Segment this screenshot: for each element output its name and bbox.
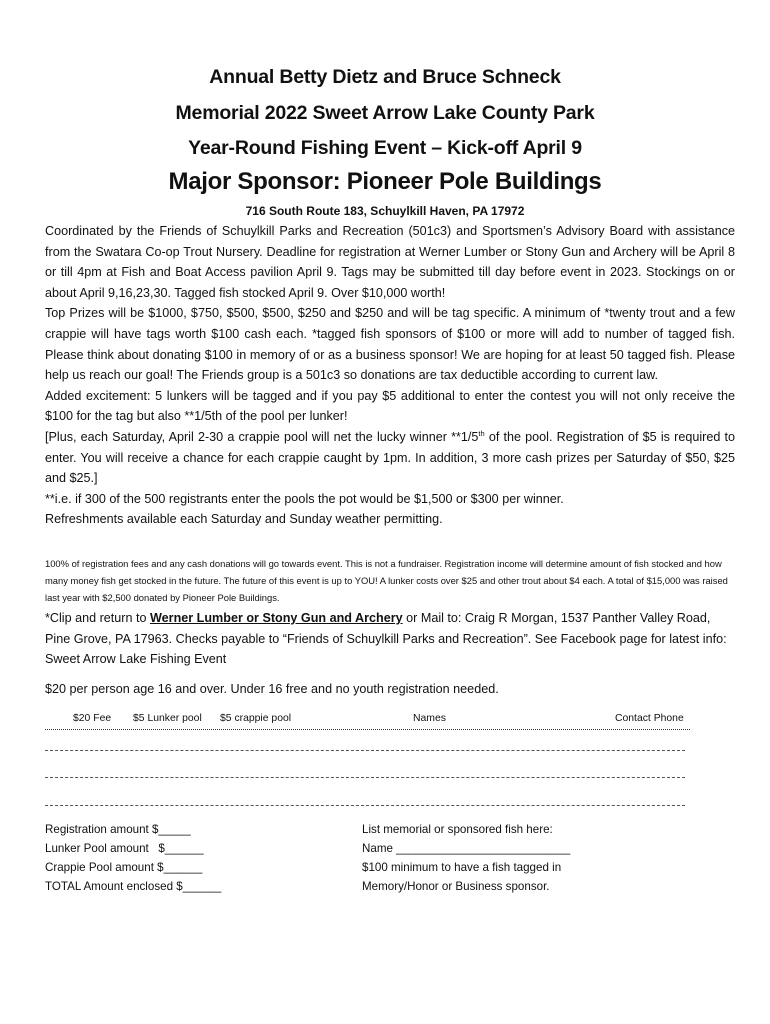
sponsor-address: 716 South Route 183, Schuylkill Haven, PA 17972 (245, 204, 525, 218)
memorial-section (362, 820, 570, 896)
crappie-paragraph (45, 427, 735, 489)
pricing-note: $20 per person age 16 and over. Under 16 free and no youth registration needed. (45, 682, 499, 696)
memorial-name-field[interactable]: Name ___________________________ (362, 842, 571, 855)
lunker-column-header: $5 Lunker pool (133, 713, 202, 724)
total-amount-enclosed[interactable]: TOTAL Amount enclosed $______ (45, 880, 222, 893)
crappie-column-header: $5 crappie pool (220, 713, 292, 724)
contact-column-header: Contact Phone (615, 713, 684, 724)
registration-entry-line-1[interactable] (45, 750, 685, 751)
memorial-minimum-note: $100 minimum to have a fish tagged in (362, 861, 562, 874)
title-line-1: Annual Betty Dietz and Bruce Schneck (209, 66, 561, 88)
names-column-header: Names (413, 713, 446, 724)
title-line-3: Year-Round Fishing Event – Kick-off April 9 (188, 137, 582, 159)
crappie-text-start: [Plus, each Saturday, April 2-30 a crappie pool will net the lucky winner **1/5 (45, 429, 479, 444)
refreshments-note: Refreshments available each Saturday and Sunday weather permitting. (45, 512, 443, 527)
event-description (45, 221, 735, 530)
registration-header-row (45, 713, 690, 730)
major-sponsor-heading: Major Sponsor: Pioneer Pole Buildings (168, 168, 602, 195)
crappie-text-end: of the pool. Registration of $5 is required to enter. You will receive a chance for each crappie caught by 1pm. In addition, 3 more cash prizes per Saturday of $50, $25 and $25.] (45, 429, 735, 486)
prizes-paragraph: Top Prizes will be $1000, $750, $500, $500, $250 and $250 and will be tag specific. A minimum of *twenty trout and a few crappie will have tags worth $100 cash each. *tagged fish sponsors of $100 or more will add to number of tagged fish. Please think about donating $100 in memory of or as a business sponsor! We are hoping for at least 50 tagged fish. Please help us reach our goal! The Friends group is a 501c3 so donations are tax deductible according to current law. (45, 306, 735, 383)
registration-entry-line-3[interactable] (45, 805, 685, 806)
registration-amount[interactable]: Registration amount $_____ (45, 823, 191, 836)
amount-summary (45, 820, 221, 896)
clip-text-end: or Mail to: Craig R Morgan, 1537 Panther Valley Road, Pine Grove, PA 17963. Checks payable to “Friends of Schuylkill Parks and Recreation”. See Facebook page for latest info: Sweet Arrow Lake Fishing Event (45, 611, 727, 667)
registration-entry-line-2[interactable] (45, 777, 685, 778)
fee-column-header: $20 Fee (73, 713, 112, 724)
store-names: Werner Lumber or Stony Gun and Archery (150, 611, 403, 625)
intro-paragraph: Coordinated by the Friends of Schuylkill Parks and Recreation (501c3) and Sportsmen’s Advisory Board with assistance from the Swatara Co-op Trout Nursery. Deadline for registration at Werner Lumber or Stony Gun and Archery will be April 8 or till 4pm at Fish and Boat Access pavilion April 9. Tags may be submitted till day before event in 2023. Stockings on or about April 9,16,23,30. Tagged fish stocked April 9. Over $10,000 worth! (45, 224, 735, 300)
clip-text-start: *Clip and return to (45, 611, 151, 625)
lunker-paragraph: Added excitement: 5 lunkers will be tagged and if you pay $5 additional to enter the contest you will not only receive the $100 for the tag but also **1/5th of the pool per lunker! (45, 388, 735, 424)
clip-and-return (45, 608, 735, 670)
memorial-heading: List memorial or sponsored fish here: (362, 823, 553, 836)
crappie-superscript: th (478, 428, 485, 438)
memorial-type-note: Memory/Honor or Business sponsor. (362, 880, 550, 893)
lunker-pool-amount[interactable]: Lunker Pool amount $______ (45, 842, 204, 855)
pool-example: **i.e. if 300 of the 500 registrants enter the pools the pot would be $1,500 or $300 per winner. (45, 491, 564, 506)
title-line-2: Memorial 2022 Sweet Arrow Lake County Park (175, 102, 595, 124)
crappie-pool-amount[interactable]: Crappie Pool amount $______ (45, 861, 203, 874)
fine-print: 100% of registration fees and any cash donations will go towards event. This is not a fundraiser. Registration income will determine amount of fish stocked and how many money fish get stocked in the future. The future of this event is up to YOU! A lunker costs over $25 and other trout about $4 each. A total of $15,000 was raised last year with $2,500 donated by Pioneer Pole Buildings. (45, 558, 728, 603)
